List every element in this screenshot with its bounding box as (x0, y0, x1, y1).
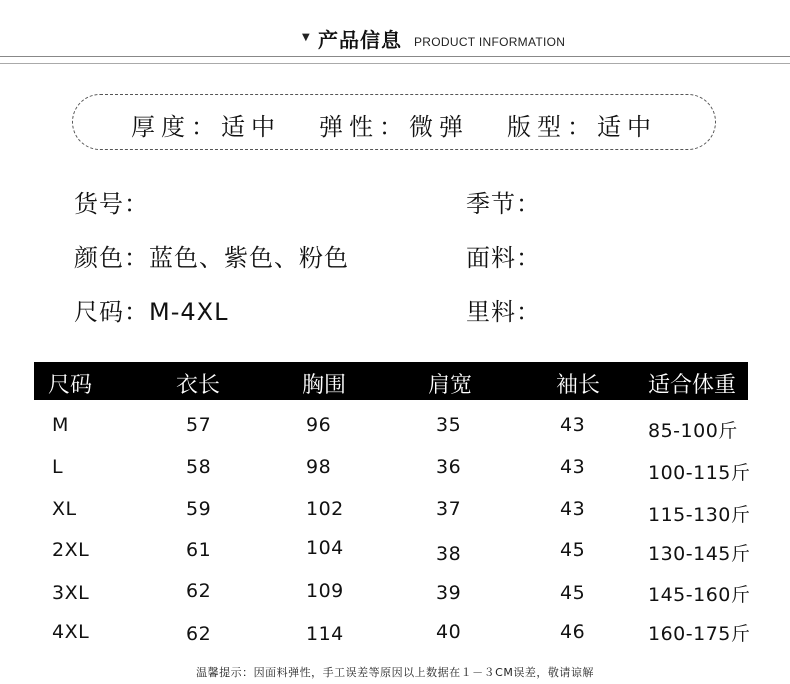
table-cell-size: XL (52, 498, 77, 520)
table-cell-bust: 102 (306, 498, 344, 520)
table-cell-weight: 145-160斤 (648, 584, 751, 606)
table-cell-bust: 114 (306, 623, 344, 645)
table-cell-length: 62 (186, 623, 212, 645)
table-cell-bust: 104 (306, 537, 344, 559)
table-cell-sleeve: 45 (560, 582, 586, 604)
field-size: 尺码：M-4XL (74, 298, 229, 326)
table-cell-size: 4XL (52, 621, 90, 643)
table-cell-shoulder: 40 (436, 621, 462, 643)
field-sku: 货号： (74, 190, 149, 218)
section-header (0, 24, 790, 54)
table-cell-weight: 100-115斤 (648, 462, 751, 484)
table-cell-shoulder: 38 (436, 543, 462, 565)
section-title: 产品信息 (318, 28, 402, 52)
field-lining: 里料： (466, 298, 541, 326)
attribute-thickness: 厚度：适中 (131, 113, 281, 141)
attribute-fit: 版型：适中 (507, 113, 657, 141)
table-cell-shoulder: 36 (436, 456, 462, 478)
table-cell-length: 59 (186, 498, 212, 520)
table-cell-sleeve: 43 (560, 456, 586, 478)
attribute-box (72, 94, 716, 150)
table-cell-weight: 160-175斤 (648, 623, 751, 645)
table-cell-size: L (52, 456, 64, 478)
table-cell-shoulder: 37 (436, 498, 462, 520)
table-cell-size: 3XL (52, 582, 90, 604)
table-header-bust: 胸围 (302, 373, 347, 398)
table-cell-sleeve: 45 (560, 539, 586, 561)
triangle-down-icon: ▼ (302, 32, 310, 43)
table-cell-bust: 96 (306, 414, 332, 436)
table-cell-size: M (52, 414, 69, 436)
table-cell-length: 57 (186, 414, 212, 436)
table-cell-size: 2XL (52, 539, 90, 561)
table-cell-weight: 130-145斤 (648, 543, 751, 565)
table-cell-sleeve: 46 (560, 621, 586, 643)
table-cell-weight: 115-130斤 (648, 504, 751, 526)
table-cell-sleeve: 43 (560, 498, 586, 520)
table-header-bar (34, 362, 748, 400)
attribute-elasticity: 弹性：微弹 (319, 113, 469, 141)
table-cell-shoulder: 39 (436, 582, 462, 604)
table-header-sleeve: 袖长 (556, 373, 601, 398)
table-cell-bust: 109 (306, 580, 344, 602)
table-cell-length: 58 (186, 456, 212, 478)
table-cell-length: 61 (186, 539, 212, 561)
table-header-size: 尺码 (48, 373, 93, 398)
field-season: 季节： (466, 190, 541, 218)
header-divider-bottom (0, 63, 790, 64)
table-cell-weight: 85-100斤 (648, 420, 738, 442)
table-header-weight: 适合体重 (648, 373, 737, 398)
footnote: 温馨提示：因面料弹性，手工误差等原因以上数据在１－３CM误差，敬请谅解 (196, 666, 594, 679)
table-header-shoulder: 肩宽 (428, 373, 473, 398)
table-cell-length: 62 (186, 580, 212, 602)
field-colors: 颜色：蓝色、紫色、粉色 (74, 244, 349, 272)
header-divider-top (0, 56, 790, 57)
field-fabric: 面料： (466, 244, 541, 272)
table-cell-shoulder: 35 (436, 414, 462, 436)
table-cell-bust: 98 (306, 456, 332, 478)
table-header-length: 衣长 (176, 373, 221, 398)
section-subtitle: PRODUCT INFORMATION (414, 35, 566, 49)
table-cell-sleeve: 43 (560, 414, 586, 436)
